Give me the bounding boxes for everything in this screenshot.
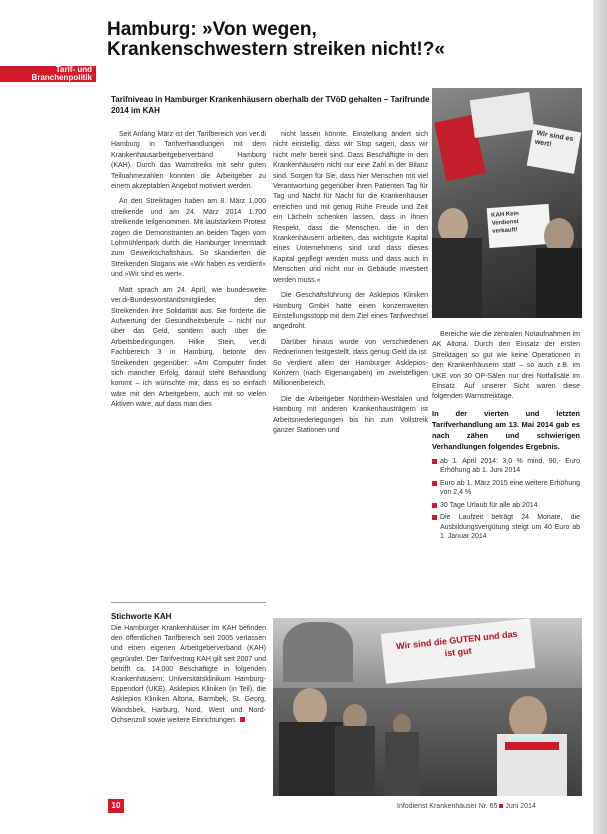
photo-sign-2: KAH Kein Verdienst verkauft! (487, 204, 552, 248)
end-mark-icon (240, 717, 245, 722)
info-box-title: Stichworte KAH (111, 612, 172, 621)
paragraph: nicht lassen könnte. Einstellung ändert sich nicht einstellig, dass wir Stop sagen, dass wir nicht mehr bereit sind. Dass Beschäftigte in den Krankenhäusern nicht nur eine Zahl in der Bilanz sind. Sorgen für Sie, dass hier Menschen mit viel Verantwortung gegenüber ihren Patienten Tag für Tag und Nacht für Nacht für die Krankenhäuser erreichen und mit genug Ruhe Freude und Zeit ein Lächeln schenken lassen, dass in ihnen Respekt, dass die Menschen, die in den Krankenhäusern arbeiten, das wichtigste Kapital eines Unternehmens sind und dass dieses Kapital gepflegt werden muss und dass auch in Menschen und nicht nur in Gebäude investiert werden muss.« (273, 131, 428, 284)
section-tag-line-1: Tarif- und (55, 65, 92, 74)
paragraph: Darüber hinaus wurde von verschiedenen Rednerinnen festgestellt, dass genug Geld da ist. So verdient allein der Hamburger Asklepios-Konzern (nach Eigenangaben) im zweistelligen Millionenbereich. (273, 338, 428, 388)
info-box-body: Die Hamburger Krankenhäuser im KAH befinden den öffentlichen Tarifbereich seit 2005 verlassen und einen eigenen Arbeitgeberverband (KAH) gegründet. Der Tarifvertrag KAH gilt seit 2007 und betrifft ca. 14.000 Beschäftigte in folgenden Krankenhäusern: Universitätsklinikum Hamburg-Eppendorf (UKE), Asklepios Kliniken (in Teil), die Asklepios Kliniken Altona, Barmbek, St. Georg, Wandsbek, Harburg, Nord, West und Nord-Ochsenzoll sowie weitere Einrichtungen. (111, 625, 266, 724)
list-item: 30 Tage Urlaub für alle ab 2014 (432, 501, 580, 511)
paragraph: Die Geschäftsführung der Asklepios Kliniken Hamburg GmbH hatte einen konzernweiten Einstellungsstopp mit dem Ziel eines Tarifwechsel angedroht. (273, 292, 428, 331)
info-box-text (111, 624, 266, 726)
photo-banner: Wir sind die GUTEN und das ist gut (381, 618, 535, 683)
result-list (432, 457, 580, 542)
paragraph: An den Streiktagen haben am 8. März 1.000 streikende und am 24. März 2014 1.700 streikende teilgenommen. Mit lautstarkem Protest zogen die Demonstranten an beiden Tagen vom Lohmühlenpark durch die Hamburger Innenstadt zum Gewerkschaftshaus. So skandierten die Streikenden Slogans wie »Wir haben es verdient« und »Wir sind es wert«. (111, 198, 266, 279)
text-column-1 (111, 130, 266, 416)
result-intro: In der vierten und letzten Tarifverhandlung am 13. Mai 2014 gab es nach zähen und schwierigen Verhandlungen folgendes Ergebnis. (432, 408, 580, 451)
paragraph: Matt sprach am 24. April, wie bundesweite ver.di-Bundesvorstandsmitglieder, den Streikenden ihre Solidarität aus. Sie forderte die Aufwertung der Gesundheitsberufe – nicht nur über das Geld, sondern auch über die Arbeitsbedingungen. Hilke Stein, ver.di Fachbereich 3 in Hamburg, betonte den Streikenden gegenüber: »Am Computer findet sich mancher Erfolg, darauf steht Behandlung kommt – ich wünschte mir, dass es so einfach wäre mit den Arbeitgebern, auch mit so vielen Aktiven wäre, auf dass man dies (111, 286, 266, 409)
text-column-3 (432, 330, 580, 545)
separator-icon (499, 804, 503, 808)
photo-sign-1: Wir sind es wert! (527, 124, 582, 174)
list-item: Euro ab 1. März 2015 eine weitere Erhöhung von 2,4 % (432, 479, 580, 498)
list-item: Die Laufzeit beträgt 24 Monate, die Ausbildungsvergütung steigt um 40 Euro ab 1. Januar 2014 (432, 513, 580, 542)
publication-date: Juni 2014 (505, 803, 536, 810)
strike-photo-1 (432, 88, 582, 318)
section-tag (0, 66, 96, 82)
info-box-rule (111, 602, 266, 603)
headline-line-2: Krankenschwestern streiken nicht!?« (107, 39, 445, 60)
headline-line-1: Hamburg: »Von wegen, (107, 19, 317, 40)
section-tag-line-2: Branchenpolitik (31, 73, 92, 82)
paragraph: Seit Anfang März ist der Tarifbereich von ver.di Hamburg in Tarifverhandlungen mit dem Krankenhausarbeitgeberverband Hamburg (KAH). Durch das Warnstreiks mit sehr guten Teilnahmezahlen konnten die Arbeitgeber zu einem akzeptablen Angebot motiviert werden. (111, 131, 266, 191)
paragraph: Bereiche wie die zentralen Notaufnahmen im AK Altona. Durch den Einsatz der ersten Streiktagen so gut wie keine Operationen in den Krankenhäusern statt – so auch z.B. im UKE von 30 OP-Sälen nur drei Notfallsäle im Einsatz. Auf unserer Sicht waren diese folgenden Warnstreiktage. (432, 331, 580, 401)
list-item: ab 1. April 2014: 3,0 % mind. 90,- Euro Erhöhung ab 1. Juni 2014 (432, 457, 580, 476)
page-number: 10 (108, 799, 124, 813)
article-subhead: Tarifniveau in Hamburger Krankenhäusern oberhalb der TVöD gehalten – Tarifrunde 2014 im KAH (111, 95, 430, 115)
strike-photo-2 (273, 618, 582, 796)
publication-name: Infodienst Krankenhäuser Nr. 65 (397, 803, 498, 810)
footer-publication (397, 803, 536, 810)
text-column-2 (273, 130, 428, 441)
page-headline (107, 20, 527, 60)
page-edge (593, 0, 607, 834)
paragraph: Die die Arbeitgeber Nordrhein-Westfalen und Hamburg mit anderen Krankenhausträgern ist Arbeitsniederlegungen bis hin zum Vollstreik ganzer Stationen und (273, 395, 428, 434)
